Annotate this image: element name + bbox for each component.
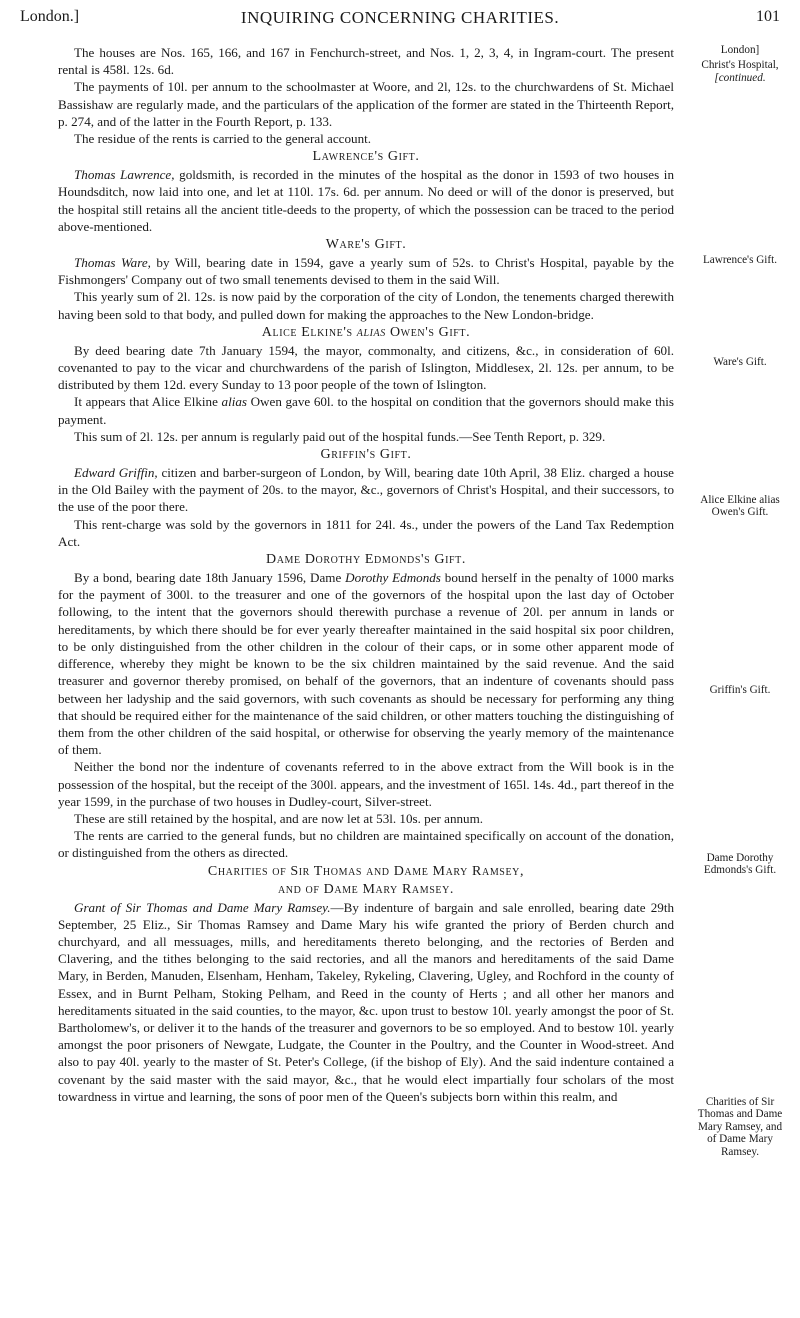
paragraph: These are still retained by the hospital, and are now let at 53l. 10s. per annum.	[74, 810, 484, 826]
paragraph: This yearly sum of 2l. 12s. is now paid by the corporation of the city of London, the tenements charged therewith having been sold to that body, and pulled down for making the approaches to the New London-bridge.	[58, 289, 674, 322]
paragraph: The rents are carried to the general funds, but no children are maintained specifically on account of the donation, or distinguished from the others as directed.	[58, 828, 674, 861]
donor-name: Thomas Lawrence,	[74, 167, 175, 183]
margin-note-edmonds: Dame Dorothy Edmonds's Gift.	[703, 852, 777, 877]
header-section: London.]	[20, 8, 80, 25]
donor-name: Edward Griffin,	[74, 465, 158, 481]
paragraph: Edward Griffin, citizen and barber-surgeon of London, by Will, bearing date 10th April, 38 Eliz. charged a house in the Old Bailey with the payment of 20s. to the mayor, &c., governors of Christ's Hospital, and their successors, to the use of the poor there.	[58, 465, 674, 515]
section-heading-griffin: Griffin's Gift.	[320, 447, 412, 463]
running-header	[20, 8, 780, 30]
section-heading-ware: Ware's Gift.	[325, 237, 407, 253]
margin-note-lawrence: Lawrence's Gift.	[702, 254, 778, 266]
page-number: 101	[756, 8, 780, 25]
paragraph: Neither the bond nor the indenture of covenants referred to in the above extract from the Will book is in the possession of the hospital, but the receipt of the 300l. appears, and the investment of 165l. 14s. 4d., part thereof in the year 1599, in the purchase of two houses in Dudley-court, Silver-street.	[58, 759, 674, 809]
margin-note-elkine: Alice Elkine alias Owen's Gift.	[700, 494, 780, 519]
paragraph: Grant of Sir Thomas and Dame Mary Ramsey.—By indenture of bargain and sale enrolled, bearing date 29th September, 25 Eliz., Sir Thomas Ramsey and Dame Mary his wife granted the priory of Berden church and churchyard, and all messuages, mills, and hereditaments thereto belonging, and the rectories of Berden and Clavering, and the tithes belonging to the said rectories, and all the manors and hereditaments of the said Dame Mary, in Berden, Manuden, Elsenham, Henham, Takeley, Rykeling, Clavering, Ugley, and Rochford in the county of Essex, and in Burnt Pelham, Stoking Pelham, and Reed in the county of Herts ; and all other her manors and hereditaments situated in the said counties, to the mayor, &c. upon trust to bestow 10l. yearly amongst the poor of St. Bartholomew's, or deliver it to the hands of the treasurer and governors to be so employed. And to bestow 10l. yearly amongst the poor prisoners of Newgate, Ludgate, the Counter in the Poultry, and the Counter in Wood-street. And also to pay 40l. yearly to the master of St. Peter's College, (if the bishop of Ely). And the said indenture contained a covenant by the said master with the said mayor, &c., that he would elect impartially four scholars of the most towardness in virtue and learning, the sons of poor men of the Queen's subjects born within this realm, and	[58, 899, 675, 1104]
donor-name: Dorothy Edmonds	[345, 570, 441, 586]
margin-note-ware: Ware's Gift.	[713, 356, 767, 368]
paragraph: This sum of 2l. 12s. per annum is regularly paid out of the hospital funds.—See Tenth Report, p. 329.	[74, 428, 606, 444]
margin-note-london: London] Christ's Hospital, [continued.	[701, 44, 779, 84]
margin-note-ramsey: Charities of Sir Thomas and Dame Mary Ramsey, and of Dame Mary Ramsey.	[697, 1096, 783, 1158]
grant-title: Grant of Sir Thomas and Dame Mary Ramsey.	[74, 899, 331, 915]
paragraph: By a bond, bearing date 18th January 1596, Dame Dorothy Edmonds bound herself in the penalty of 1000 marks for the payment of 300l. to the treasurer and one of the governors of the hospital upon the last day of October following, to the intent that the governors should therewith purchase a revenue of 20l. per annum in lands or hereditaments, by which there should be for ever yearly thereafter maintained in the said hospital six poor children, to be only distinguished from the other children in the colour of their caps, or in some other apparent mode of difference, whereby they might be known to be the six children maintained by the said revenue. And the said treasurer and governor thereby promised, on behalf of the governors, that an indenture of covenants should pass between her ladyship and the said governors, with such covenants as should be necessary for performing any thing that should be required either for the maintenance of the said children, or other matters touching the distinguishing of them from the other children of the said hospital, or otherwise for observing the yearly memory of the maintenance of them.	[58, 570, 674, 758]
section-heading-edmonds: Dame Dorothy Edmonds's Gift.	[266, 552, 466, 568]
paragraph: It appears that Alice Elkine alias Owen gave 60l. to the hospital on condition that the governors should make this payment.	[58, 394, 674, 427]
donor-name: Thomas Ware,	[74, 255, 151, 271]
section-subheading-ramsey: and of Dame Mary Ramsey.	[277, 881, 455, 897]
paragraph: This rent-charge was sold by the governors in 1811 for 24l. 4s., under the powers of the Land Tax Redemption Act.	[58, 516, 674, 549]
paragraph: The houses are Nos. 165, 166, and 167 in Fenchurch-street, and Nos. 1, 2, 3, 4, in Ingram-court. The present rental is 458l. 12s. 6d.	[58, 45, 674, 78]
section-heading-ramsey: Charities of Sir Thomas and Dame Mary Ramsey,	[207, 863, 525, 879]
paragraph: The payments of 10l. per annum to the schoolmaster at Woore, and 2l, 12s. to the churchwardens of St. Michael Bassishaw are regularly made, and the particulars of the application of the former are stated in the Thirteenth Report, p. 274, and of the latter in the Fourth Report, p. 133.	[58, 79, 674, 129]
paragraph: By deed bearing date 7th January 1594, the mayor, commonalty, and citizens, &c., in consideration of 60l. covenanted to pay to the vicar and churchwardens of the parish of Islington, Middlesex, 2l. 12s. per annum, to be distributed by them 12d. every Sunday to 13 poor people of the town of Islington.	[58, 342, 674, 393]
section-heading-elkine: Alice Elkine's alias Owen's Gift.	[261, 324, 471, 340]
margin-note-griffin: Griffin's Gift.	[709, 684, 771, 696]
body-text	[58, 44, 674, 1105]
paragraph: Thomas Ware, by Will, bearing date in 1594, gave a yearly sum of 52s. to Christ's Hospital, payable by the Fishmongers' Company out of two small tenements devised to them in the said Will.	[58, 255, 674, 288]
section-heading-lawrence: Lawrence's Gift.	[312, 149, 420, 165]
paragraph: The residue of the rents is carried to the general account.	[74, 131, 372, 147]
header-title: INQUIRING CONCERNING CHARITIES.	[240, 8, 560, 27]
paragraph: Thomas Lawrence, goldsmith, is recorded in the minutes of the hospital as the donor in 1593 of two houses in Houndsditch, now laid into one, and let at 110l. 17s. 6d. per annum. No deed or will of the donor is preserved, but the hospital still retains all the ancient title-deeds to the property, of which the possession can be traced to the period above-mentioned.	[58, 167, 674, 234]
